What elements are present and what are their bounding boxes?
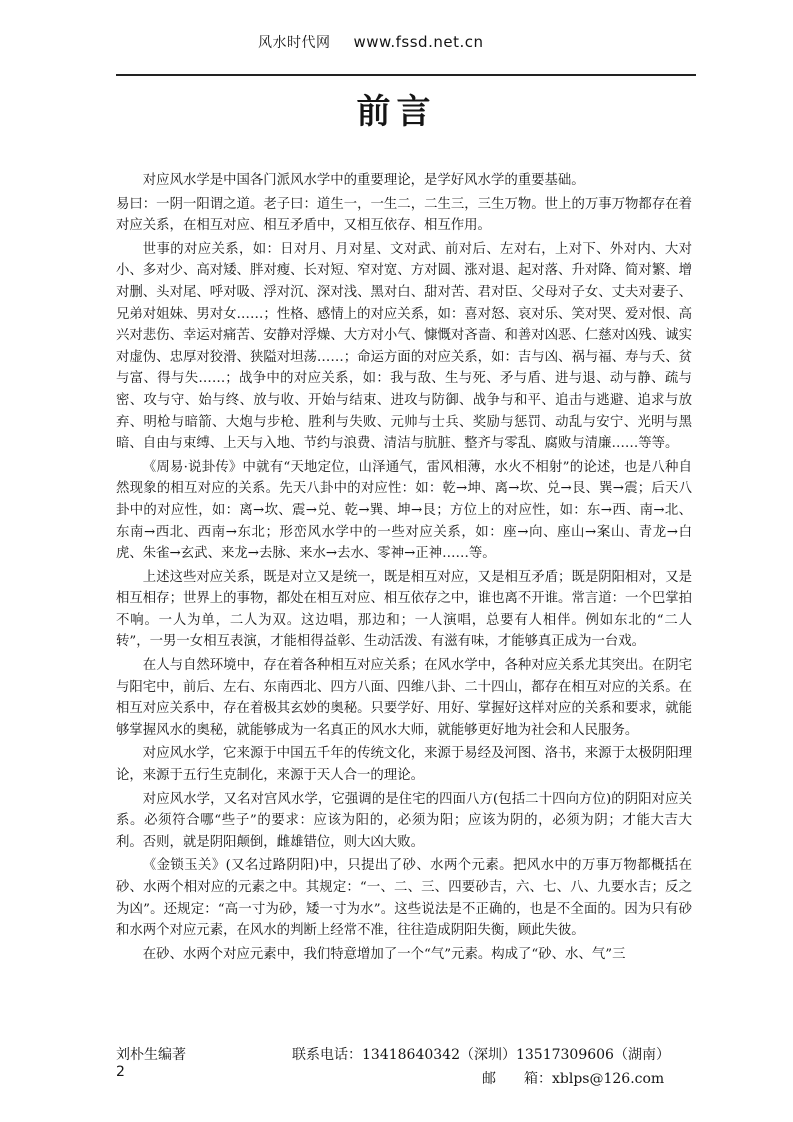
paragraph-4: 《周易·说卦传》中就有“天地定位，山泽通气，雷风相薄，水火不相射”的论述，也是八种自然现象的相互对应的关系。先天八卦中的对应性：如：乾→坤、离→坎、兑→艮、巽→震；后天八卦中的对应性，如：离→坎、震→兑、乾→巽、坤→艮；方位上的对应性，如：东→西、南→北、东南→西北、西南→东北；形峦风水学中的一些对应关系，如：座→向、座山→案山、青龙→白虎、朱雀→玄武、来龙→去脉、来水→去水、零神→正神……等。 xyxy=(116,459,692,562)
site-url: www.fssd.net.cn xyxy=(353,33,484,51)
footer-contact-email: 邮 箱：xblps@126.com xyxy=(482,1071,665,1087)
site-name: 风水时代网 xyxy=(258,35,331,51)
header-divider xyxy=(116,74,696,76)
paragraph-2: 易曰：一阴一阳谓之道。老子曰：道生一，一生二，二生三，三生万物。世上的万事万物都存在着对应关系，在相互对应、相互矛盾中，又相互依存、相互作用。 xyxy=(116,196,692,234)
paragraph-10: 在砂、水两个对应元素中，我们特意增加了一个“气”元素。构成了“砂、水、气”三 xyxy=(142,946,626,962)
paragraph-5: 上述这些对应关系，既是对立又是统一，既是相互对应，又是相互矛盾；既是阴阳相对，又是相互相存；世界上的事物，都处在相互对应、相互依存之中，谁也离不开谁。常言道：一个巴掌拍不响。一人为单，二人为双。这边唱，那边和；一人演唱，总要有人相伴。例如东北的“二人转”，一男一女相互表演，才能相得益彰、生动活泼、有滋有味，才能够真正成为一台戏。 xyxy=(116,569,692,650)
paragraph-7: 对应风水学，它来源于中国五千年的传统文化，来源于易经及河图、洛书，来源于太极阴阳理论，来源于五行生克制化，来源于天人合一的理论。 xyxy=(116,746,692,784)
preface-body xyxy=(116,170,692,967)
site-header xyxy=(258,32,484,52)
paragraph-1: 对应风水学是中国各门派风水学中的重要理论，是学好风水学的重要基础。 xyxy=(142,173,585,188)
paragraph-3: 世事的对应关系，如：日对月、月对星、文对武、前对后、左对右，上对下、外对内、大对小、多对少、高对矮、胖对瘦、长对短、窄对宽、方对圆、涨对退、起对落、升对降、简对繁、增对删、头对尾、呼对吸、浮对沉、深对浅、黑对白、甜对苦、君对臣、父母对子女、丈夫对妻子、兄弟对姐妹、男对女……；性格、感情上的对应关系，如：喜对怒、哀对乐、笑对哭、爱对恨、高兴对悲伤、幸运对痛苦、安静对浮燥、大方对小气、慷慨对吝啬、和善对凶恶、仁慈对凶残、诚实对虚伪、忠厚对狡滑、狭隘对坦荡……；命运方面的对应关系，如：吉与凶、祸与福、寿与夭、贫与富、得与失……；战争中的对应关系，如：我与敌、生与死、矛与盾、进与退、动与静、疏与密、攻与守、始与终、放与收、开始与结束、进攻与防御、战争与和平、追击与逃避、追求与放弃、明枪与暗箭、大炮与步枪、胜利与失败、元帅与士兵、奖励与惩罚、动乱与安宁、光明与黑暗、自由与束缚、上天与入地、节约与浪费、清洁与肮脏、整齐与零乱、腐败与清廉……等等。 xyxy=(116,241,692,452)
paragraph-8: 对应风水学，又名对宫风水学，它强调的是住宅的四面八方(包括二十四向方位)的阴阳对应关系。必须符合哪“些子”的要求：应该为阳的，必须为阳；应该为阴的，必须为阴；才能大吉大利。否则，就是阴阳颠倒，雌雄错位，则大凶大败。 xyxy=(116,791,692,850)
paragraph-6: 在人与自然环境中，存在着各种相互对应关系；在风水学中，各种对应关系尤其突出。在阴宅与阳宅中，前后、左右、东南西北、四方八面、四维八卦、二十四山，都存在相互对应的关系。在相互对应关系中，存在着极其玄妙的奥秘。只要学好、用好、掌握好这样对应的关系和要求，就能够掌握风水的奥秘，就能够成为一名真正的风水大师，就能够更好地为社会和人民服务。 xyxy=(116,658,692,738)
paragraph-9: 《金锁玉关》(又名过路阴阳)中，只提出了砂、水两个元素。把风水中的万事万物都概括在砂、水两个相对应的元素之中。其规定：“一、二、三、四要砂吉，六、七、八、九要水吉；反之为凶”。还规定：“高一寸为砂，矮一寸为水”。这些说法是不正确的，也是不全面的。因为只有砂和水两个对应元素，在风水的判断上经常不准，往往造成阴阳失衡，顾此失彼。 xyxy=(116,858,692,939)
footer-author: 刘朴生编著 xyxy=(116,1047,186,1063)
footer-contact-phone: 联系电话：13418640342（深圳）13517309606（湖南） xyxy=(292,1047,670,1063)
page-title: 前言 xyxy=(356,92,437,132)
page-number: 2 xyxy=(116,1064,125,1080)
